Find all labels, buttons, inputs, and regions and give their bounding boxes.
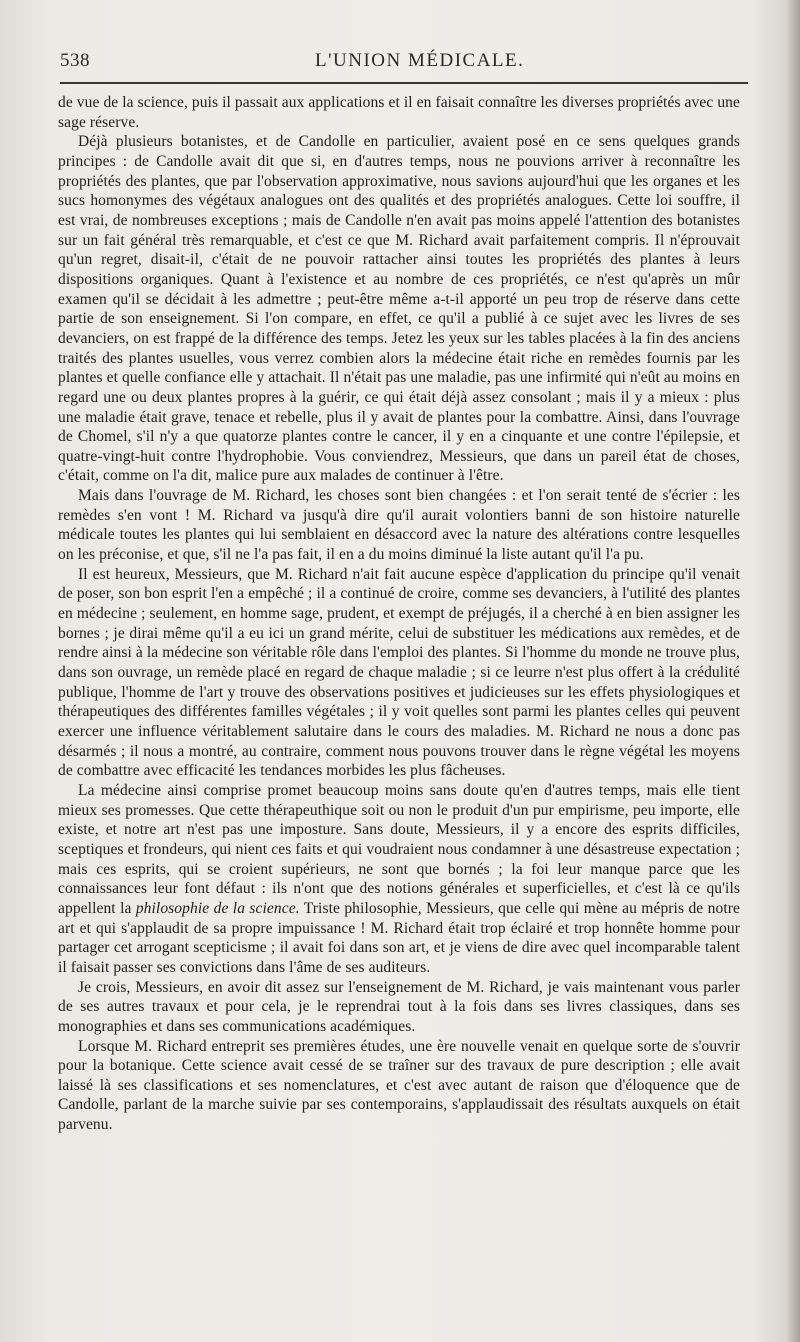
header-rule (60, 82, 748, 84)
paragraph-continuation: de vue de la science, puis il passait aux applications et il en faisait connaître les diverses propriétés avec une sage réserve. (58, 94, 740, 131)
page-spine-shadow (786, 0, 800, 1342)
paragraph-text-after: Triste philosophie, Messieurs, que celle qui mène au mépris de notre art et qui s'applaudit de sa propre impuissance ! M. Richard était trop éclairé et trop honnête homme pour partager cet arrogant scepticisme ; il avait foi dans son art, et je viens de dire avec quel incomparable talent il faisait passer ses convictions dans l'âme de ses auditeurs. (58, 899, 740, 976)
paragraph-medicine-comprised (58, 781, 740, 978)
paragraph-text-before: La médecine ainsi comprise promet beaucoup moins sans doute qu'en d'autres temps, mais elle tient mieux ses promesses. Que cette thérapeuthique soit ou non le produit d'un pur empirisme, peu importe, elle existe, et notre art n'est pas une imposture. Sans doute, Messieurs, il y a encore des esprits difficiles, sceptiques et frondeurs, qui nient ces faits et qui voudraient nous condamner à une désastreuse expectation ; mais ces esprits, qui se croient supérieurs, ne sont que bornés ; la foi leur manque parce que les connaissances leur font défaut : ils n'ont que des notions générales et superficielles, et c'est là ce qu'ils appellent la (58, 781, 740, 917)
paragraph-new-era-botany: Lorsque M. Richard entreprit ses premières études, une ère nouvelle venait en quelque sorte de s'ouvrir pour la botanique. Cette science avait cessé de se traîner sur des travaux de pure description ; elle avait laissé là ses classifications et ses nomenclatures, et c'est avec autant de raison que d'éloquence que de Candolle, parlant de la marche suivie par ses contemporains, s'applaudissait des résultats auxquels on était parvenu. (58, 1037, 740, 1134)
running-title: L'UNION MÉDICALE. (315, 50, 525, 71)
paragraph-richard-merit: Il est heureux, Messieurs, que M. Richard n'ait fait aucune espèce d'application du principe qu'il venait de poser, son bon esprit l'en a empêché ; il a continué de croire, comme ses devanciers, à l'utilité des plantes en médecine ; seulement, en homme sage, prudent, et exempt de préjugés, il a cherché à en bien assigner les bornes ; je dirai même qu'il a eu ici un grand mérite, celui de substituer les médications aux remèdes, et de rendre ainsi à la médecine son véritable rôle dans l'emploi des plantes. Si l'homme du monde ne trouve plus, dans son ouvrage, un remède placé en regard de chaque maladie ; si ce leurre n'est plus offert à la crédulité publique, l'homme de l'art y trouve des observations positives et judicieuses sur les effets physiologiques et thérapeutiques des différentes familles végétales ; il y voit quelles sont parmi les plantes celles qui peuvent exercer une influence véritablement salutaire dans le cours des maladies. M. Richard ne nous a donc pas désarmés ; il nous a montré, au contraire, comment nous pouvons trouver dans le règne végétal les moyens de combattre avec efficacité les tendances morbides les plus fâcheuses. (58, 565, 740, 780)
article-body (58, 93, 740, 1135)
paragraph-candolle-principles: Déjà plusieurs botanistes, et de Candolle en particulier, avaient posé en ce sens quelques grands principes : de Candolle avait dit que si, en d'autres temps, nous ne pouvions arriver à reconnaître les propriétés des plantes, que par l'observation approximative, nous savions aujourd'hui que les organes et les sucs homonymes des végétaux analogues ont des qualités et des propriétés analogues. Cette loi souffre, il est vrai, de nombreuses exceptions ; mais de Candolle n'en avait pas moins appelé l'attention des botanistes sur un fait général très remarquable, et c'est ce que M. Richard avait parfaitement compris. Il n'éprouvait qu'un regret, disait-il, c'était de ne pouvoir rattacher ainsi toutes les propriétés des plantes à leurs dispositions organiques. Quant à l'existence et au nombre de ces propriétés, ce n'est qu'après un mûr examen qu'il se décidait à les admettre ; peut-être même a-t-il apporté un peu trop de réserve dans cette partie de son enseignement. Si l'on compare, en effet, ce qu'il a publié à ce sujet avec les livres de ses devanciers, on est frappé de la différence des temps. Jetez les yeux sur les tables placées à la fin des anciens traités des plantes usuelles, vous verrez combien alors la médecine était riche en remèdes fournis par les plantes et quelle confiance elle y attachait. Il n'était pas une maladie, pas une infirmité qui n'eût au moins en regard une ou deux plantes propres à la guérir, ce qui était déjà assez consolant ; mais il y a mieux : plus une maladie était grave, tenace et rebelle, plus il y avait de plantes pour la combattre. Ainsi, dans l'ouvrage de Chomel, s'il n'y a que quatorze plantes contre le cancer, il y en a cinquante et une contre l'épilepsie, et quatre-vingt-huit contre l'hydrophobie. Vous conviendrez, Messieurs, que dans un pareil état de choses, c'était, comme on l'a dit, malice pure aux malades de continuer à l'être. (58, 133, 740, 485)
paragraph-richard-remedies: Mais dans l'ouvrage de M. Richard, les choses sont bien changées : et l'on serait tenté de s'écrier : les remèdes s'en vont ! M. Richard va jusqu'à dire qu'il aurait volontiers banni de son histoire naturelle médicale toutes les plantes qui lui semblaient en désaccord avec la nature des altérations contre lesquelles on les préconise, et que, s'il ne l'a pas fait, il en a du moins diminué la liste autant qu'il l'a pu. (58, 487, 740, 564)
paragraph-other-works: Je crois, Messieurs, en avoir dit assez sur l'enseignement de M. Richard, je vais maintenant vous parler de ses autres travaux et pour cela, je le reprendrai tout à la fois dans ses livres classiques, dans ses monographies et dans ses communications académiques. (58, 978, 740, 1035)
page-header (60, 46, 750, 76)
page-number: 538 (60, 50, 90, 71)
italic-phrase: philosophie de la science. (135, 899, 300, 917)
